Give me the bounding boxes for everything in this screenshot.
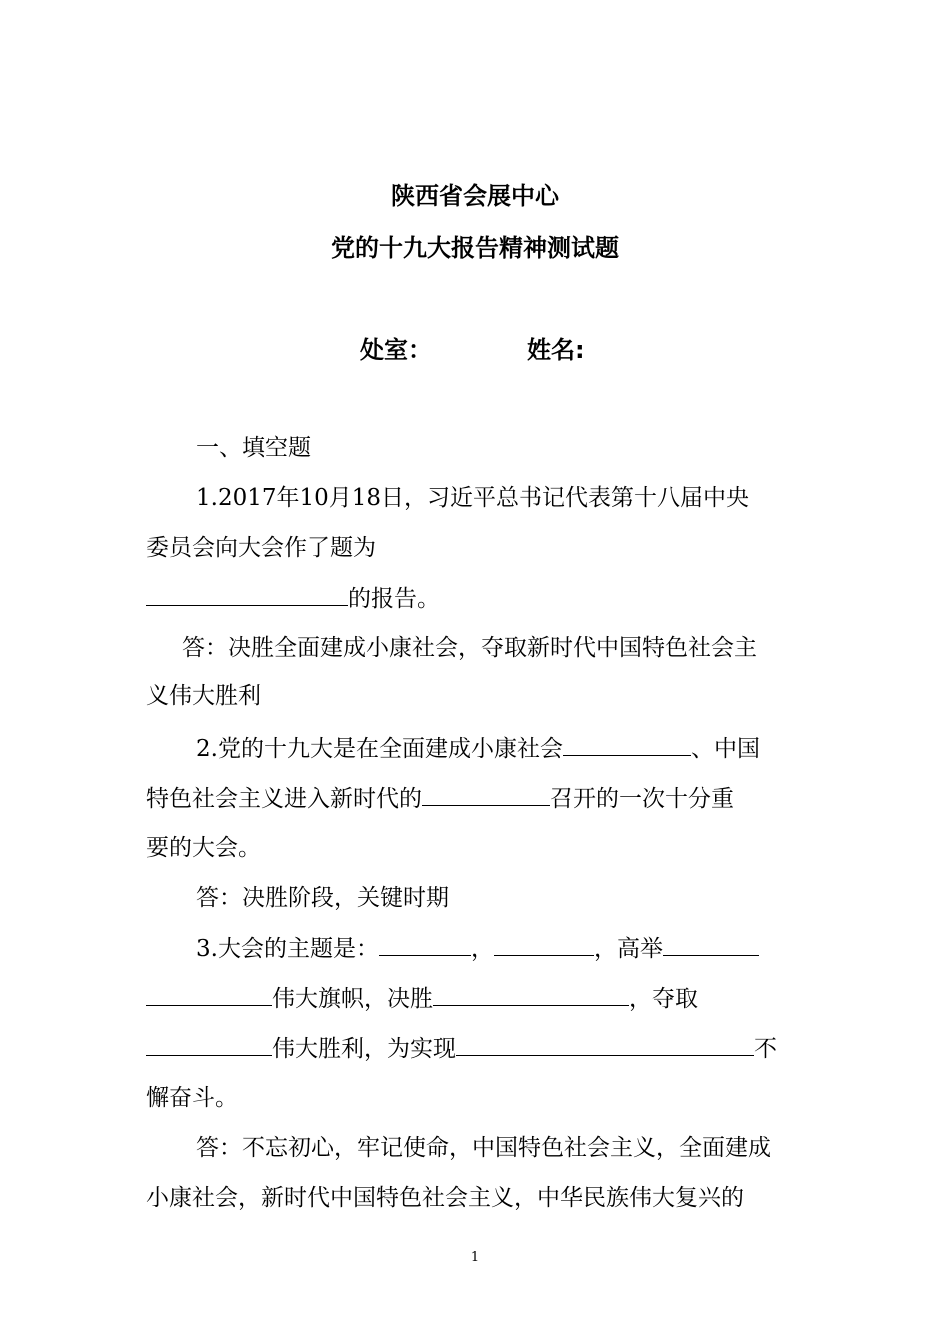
fill-blank	[433, 983, 629, 1006]
q3-line3	[146, 1033, 777, 1064]
q1-answer-line2: 义伟大胜利	[146, 683, 261, 709]
fill-blank	[379, 933, 471, 956]
q3-line3-text-a: 伟大胜利，为实现	[272, 1036, 456, 1062]
section-heading: 一、填空题	[196, 435, 311, 461]
fill-blank	[494, 933, 594, 956]
dept-label: 处室：	[360, 336, 432, 364]
q3-line2-text-a: 伟大旗帜，决胜	[272, 986, 433, 1012]
name-label: 姓名:	[527, 336, 585, 364]
q3-line4: 懈奋斗。	[146, 1085, 238, 1111]
fill-blank	[146, 1033, 272, 1056]
q3-answer-line2: 小康社会，新时代中国特色社会主义，中华民族伟大复兴的	[146, 1185, 744, 1211]
document-title-line2: 党的十九大报告精神测试题	[331, 234, 619, 262]
q3-answer-line1: 答：不忘初心，牢记使命，中国特色社会主义，全面建成	[196, 1135, 771, 1161]
fill-blank	[563, 733, 691, 756]
q1-line2: 委员会向大会作了题为	[146, 535, 376, 561]
document-title-line1: 陕西省会展中心	[391, 182, 559, 210]
q2-line1-text-b: 、中国	[690, 736, 760, 762]
q1-line1: 1.2017年10月18日，习近平总书记代表第十八届中央	[196, 485, 750, 511]
fill-blank	[146, 983, 272, 1006]
fill-blank	[456, 1033, 754, 1056]
q2-line3: 要的大会。	[146, 835, 261, 861]
q2-line2	[146, 783, 734, 814]
page-number: 1	[470, 1250, 480, 1265]
fill-blank	[663, 933, 759, 956]
fill-blank	[146, 583, 348, 606]
q2-line1-text-a: 2.党的十九大是在全面建成小康社会	[196, 736, 563, 762]
q3-line2-text-b: ，夺取	[629, 986, 698, 1012]
q2-answer: 答：决胜阶段，关键时期	[196, 885, 449, 911]
q3-line2	[146, 983, 698, 1014]
q3-line1-text-b: ，	[470, 936, 494, 962]
fill-blank	[422, 783, 550, 806]
q2-line2-text-b: 召开的一次十分重	[550, 786, 734, 812]
q1-line3-text: 的报告。	[348, 586, 440, 612]
q3-line1	[196, 933, 759, 964]
q1-line3	[146, 583, 440, 614]
q3-line1-text-c: ，高举	[593, 936, 663, 962]
q3-line1-text-a: 3.大会的主题是：	[196, 936, 379, 962]
q1-answer-line1: 答：决胜全面建成小康社会，夺取新时代中国特色社会主	[182, 635, 757, 661]
q3-line3-text-b: 不	[754, 1036, 777, 1062]
q2-line2-text-a: 特色社会主义进入新时代的	[146, 786, 422, 812]
q2-line1	[196, 733, 760, 764]
